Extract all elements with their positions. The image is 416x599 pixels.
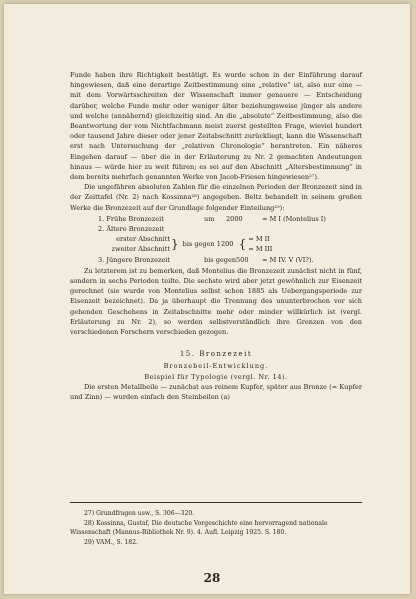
section-text: Die ersten Metallbeile — zunächst aus reinem Kupfer, später aus Bronze (= Kupfer und Zinn) — wurden einfach den Steinbeilen (a) [70, 382, 362, 402]
table-row-group [98, 234, 362, 254]
period-equivalent: = M II [248, 235, 270, 244]
period-equivalent: = M I (Montelius I) [262, 214, 326, 223]
subperiod-label: erster Abschnitt [116, 235, 170, 244]
period-equivalent: = M III [248, 245, 273, 254]
period-year: 500 [236, 255, 249, 264]
table-row [98, 214, 362, 224]
period-equivalent: = M IV. V (VI?). [262, 255, 314, 264]
period-table [98, 214, 362, 265]
footnote: 27) Grundfragen usw., S. 306—320. [84, 510, 195, 517]
period-range: bis gegen 1200 [182, 240, 234, 249]
page-number: 28 [203, 571, 221, 585]
footnote: 29) VAM., S. 182. [84, 538, 138, 546]
period-relation: um [204, 214, 215, 223]
period-label: 2. Ältere Bronzezeit [98, 225, 165, 234]
section-heading: 15. Bronzezeit [179, 350, 253, 359]
period-label: 3. Jüngere Bronzezeit [98, 255, 171, 264]
table-row [98, 224, 362, 234]
period-year: 2000 [226, 214, 243, 223]
book-page [4, 4, 410, 594]
paragraph-2: Die ungefähren absoluten Zahlen für die einzelnen Perioden der Bronzezeit sind in der Zeittafel (Nr. 2) nach Kossinna²⁸) angegeben. Beltz behandelt in seinem großen Werke die Bronzezeit auf der Grundlage folgender Einteilung²⁹): [70, 183, 362, 212]
table-row [98, 255, 362, 265]
period-label: 1. Frühe Bronzezeit [98, 214, 164, 223]
subperiod-label: zweiter Abschnitt [111, 245, 170, 254]
period-relation: bis gegen [204, 255, 237, 264]
footnote-divider [70, 502, 362, 503]
footnotes [70, 509, 362, 547]
paragraph-3: Zu letzterem ist zu bemerken, daß Montelius die Bronzezeit zunächst nicht in fünf, sondern in sechs Perioden teilte. Die sechste wird aber jetzt gewöhnlich zur Eisenzeit gerechnet (sie wurde von Montelius selbst schon 1885 als Uebergangsperiode zur Eisenzeit bezeichnet). Da ja überhaupt die Trennung des ununterbrochen vor sich gehenden Geschehens in Zeitabschnitte mehr oder minder willkürlich ist (vergl. Erläuterung zu Nr. 2), so werden selbstverständlich ihre Grenzen von den verschiedenen Forschern verschieden gezogen. [70, 266, 362, 337]
section-subheading-2: Beispiel für Typologie (vergl. Nr. 14). [144, 372, 288, 381]
paragraph-1: Funde haben ihre Richtigkeit bestätigt. Es wurde schon in der Einführung darauf hingewiesen, daß eine derartige Zeitbestimmung eine „relative“ ist, also nur eine — mit dem Vorwärtsschreiten der Wissenschaft immer genauere — Entscheidung darüber, welche Funde mehr oder weniger älter beziehungsweise jünger als andere und welche (annähernd) gleichzeitig sind. An die „absolute“ Zeitbestimmung, also die Beantwortung der vom Nichtfachmann meist zuerst gestellten Frage, wieviel hundert oder tausend Jahre dieser oder jener Zeitabschnitt zurückliegt, kann die Wissenschaft erst nach Untersuchung der „relativen Chronologie“ herantreten. Ein näheres Eingehen darauf — über die in der Erläuterung zu Nr. 2 gemachten Andeutungen hinaus — würde hier zu weit führen; es sei auf den Abschnitt „Altersbestimmung“ in dem bereits mehrfach genannten Werke von Jacob-Friesen hingewiesen²⁷). [70, 71, 362, 182]
body-text [70, 70, 362, 402]
footnote: 28) Kossinna, Gustaf, Die deutsche Vorgeschichte eine hervorragend nationale Wissenschaft (Mannus-Bibliothek Nr. 9). 4. Aufl. Leipzig 1925. S. 180. [70, 519, 328, 537]
section-subheading: Bronzebeil-Entwicklung. [163, 362, 269, 371]
brace-symbol: } [171, 236, 179, 251]
brace-symbol: { [238, 236, 247, 251]
